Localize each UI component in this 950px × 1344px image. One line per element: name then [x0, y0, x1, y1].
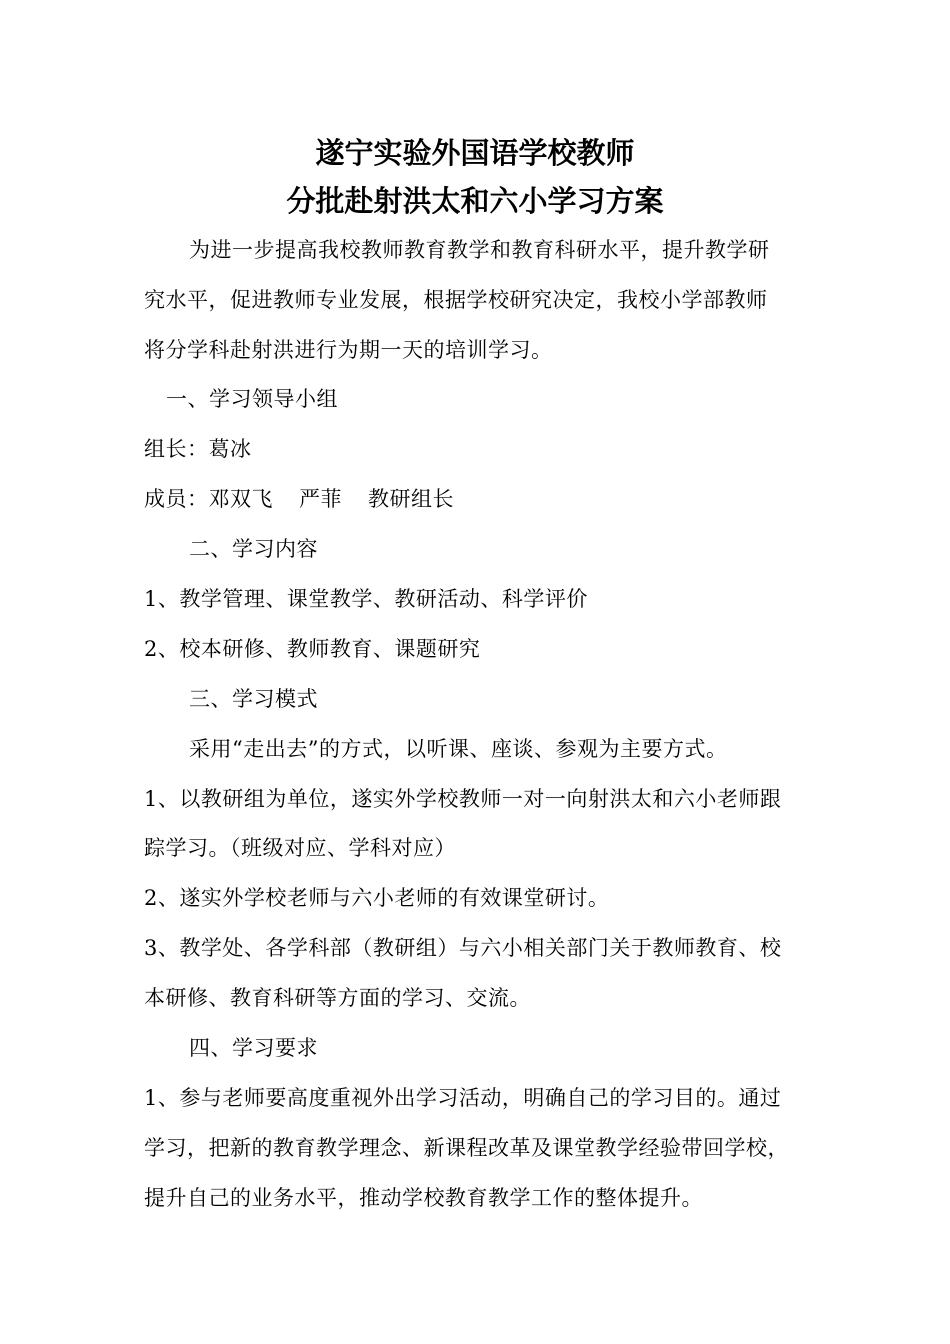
intro-line-1: 为进一步提高我校教师教育教学和教育科研水平，提升教学研: [189, 238, 770, 262]
title-line-2: 分批赴射洪太和六小学习方案: [286, 184, 664, 218]
section-3-intro: 采用“走出去”的方式，以听课、座谈、参观为主要方式。: [189, 737, 728, 761]
list-item: 2、校本研修、教师教育、课题研究: [144, 637, 481, 661]
list-item: 2、遂实外学校老师与六小老师的有效课堂研讨。: [144, 886, 610, 910]
title-line-1: 遂宁实验外国语学校教师: [315, 136, 635, 170]
section-1-heading: 一、学习领导小组: [166, 387, 338, 411]
list-item: 1、以教研组为单位，遂实外学校教师一对一向射洪太和六小老师跟: [144, 787, 782, 811]
list-item-continued: 踪学习。（班级对应、学科对应）: [144, 836, 456, 860]
member-name: 教研组长: [368, 487, 454, 511]
intro-line-3: 将分学科赴射洪进行为期一天的培训学习。: [144, 338, 553, 362]
section-2-heading: 二、学习内容: [189, 537, 318, 561]
list-item-continued: 学习，把新的教育教学理念、新课程改革及课堂教学经验带回学校，: [144, 1136, 789, 1160]
group-members: [144, 484, 454, 514]
list-item: 1、参与老师要高度重视外出学习活动，明确自己的学习目的。通过: [144, 1086, 782, 1110]
group-leader: 组长：葛冰: [144, 437, 252, 461]
list-item-continued: 提升自己的业务水平，推动学校教育教学工作的整体提升。: [144, 1186, 703, 1210]
list-item-continued: 本研修、教育科研等方面的学习、交流。: [144, 986, 531, 1010]
member-name: 严菲: [299, 487, 342, 511]
intro-line-2: 究水平，促进教师专业发展，根据学校研究决定，我校小学部教师: [144, 288, 768, 312]
members-label: 成员：: [144, 487, 209, 511]
member-name: 邓双飞: [208, 487, 273, 511]
section-3-heading: 三、学习模式: [189, 687, 318, 711]
list-item: 1、教学管理、课堂教学、教研活动、科学评价: [144, 587, 588, 611]
list-item: 3、教学处、各学科部（教研组）与六小相关部门关于教师教育、校: [144, 936, 782, 960]
section-4-heading: 四、学习要求: [189, 1036, 318, 1060]
